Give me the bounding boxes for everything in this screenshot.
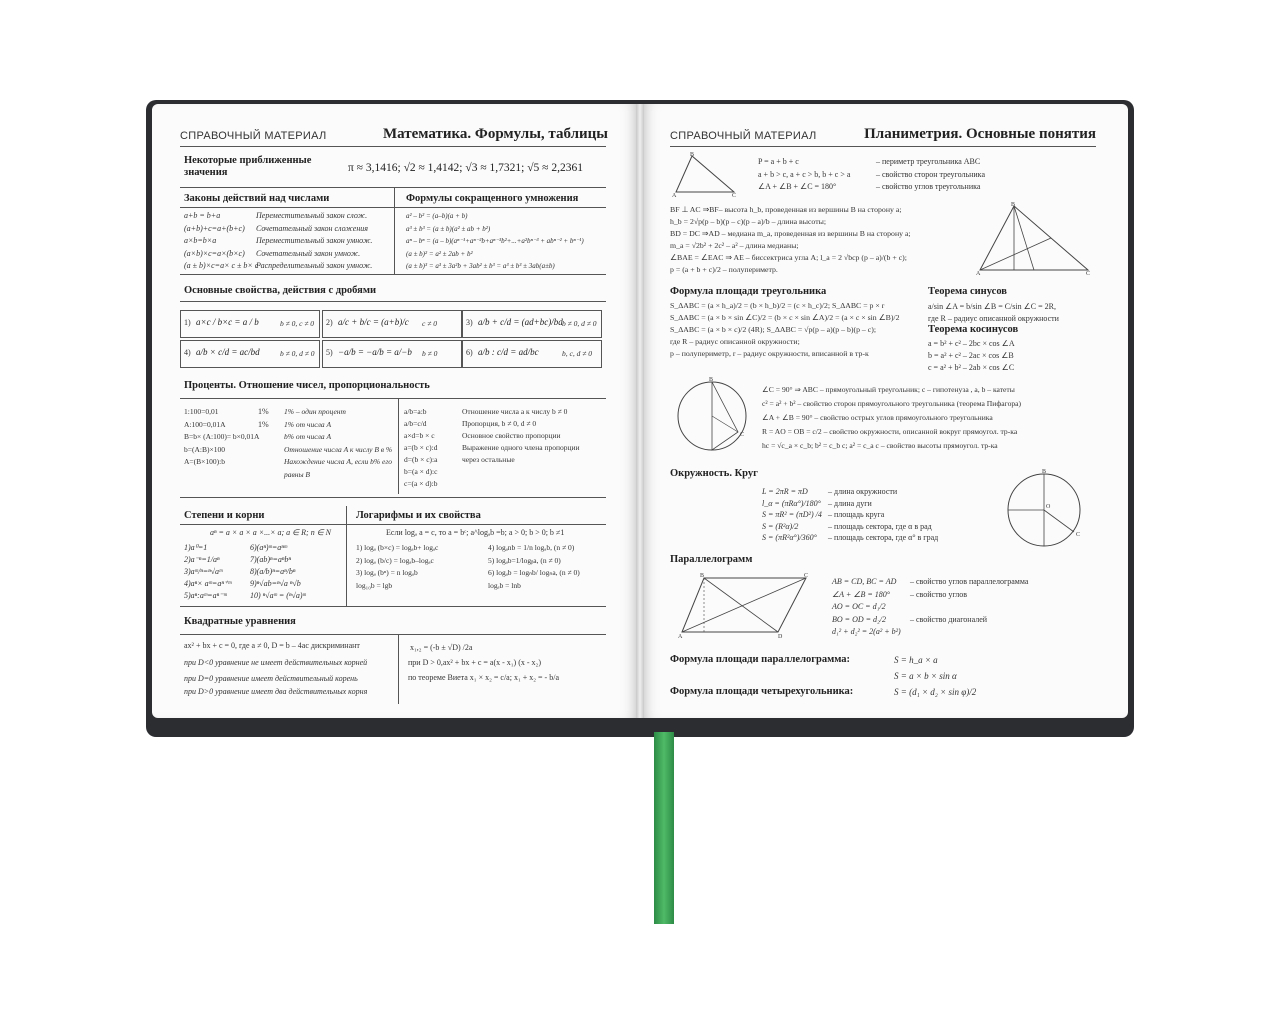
powers-definition: aⁿ = a × a × a ×...× a; a ∈ R; n ∈ N — [210, 528, 331, 537]
svg-text:C: C — [1076, 532, 1081, 538]
fractions-heading: Основные свойства, действия с дробями — [184, 285, 377, 296]
proportion-formula: a=(b × c):d — [404, 443, 438, 452]
short-mult-formula: (a ± b)² = a² ± 2ab + b² — [406, 249, 473, 258]
proportion-formula: a/b=c/d — [404, 419, 427, 428]
triangle-formula: ∠A + ∠B + ∠C = 180° — [758, 182, 837, 191]
quad-factor: при D > 0,ax² + bx + c = a(x - x₁) (x - x₂) — [408, 658, 541, 667]
law-formula: a+b = b+a — [184, 211, 221, 220]
area-formula: S_ΔABC = (a × h_a)/2 = (b × h_b)/2 = (c × h_c)/2; S_ΔABC = p × r — [670, 301, 885, 310]
area-heading: Формула площади треугольника — [670, 286, 827, 297]
short-mult-formula: a³ ± b³ = (a ± b)(a² ± ab + b²) — [406, 224, 491, 233]
svg-text:O: O — [1046, 504, 1051, 510]
quad-heading: Квадратные уравнения — [184, 616, 296, 627]
law-description: Сочетательный закон сложения — [256, 223, 369, 233]
parallelogram-formula: d₁² + d₂² = 2(a² + b²) — [832, 627, 901, 636]
logs-heading: Логарифмы и их свойства — [356, 510, 481, 521]
triangle-formula: a + b > c, a + c > b, b + c > a — [758, 169, 851, 179]
fraction-number: 3) — [466, 318, 473, 327]
fraction-number: 5) — [326, 348, 333, 357]
area-formula: S_ΔABC = (a × b × sin ∠C)/2 = (b × c × sin ∠A)/2 = (a × c × sin ∠B)/2 — [670, 313, 900, 322]
area-formula: p – полупериметр, r – радиус окружности, вписанной в тр-к — [670, 349, 869, 358]
para-area-label: Формула площади параллелограмма: — [670, 654, 851, 665]
log-rule: 3) logₐ (bⁿ) = n logₐb — [356, 568, 418, 577]
laws-heading: Законы действий над числами — [184, 193, 330, 204]
law-formula: a×b=b×a — [184, 236, 217, 245]
para-area-f1: S = h_a × a — [894, 655, 938, 665]
circle-formula: S = (πR²α°)/360° — [762, 533, 817, 542]
percent-formula: A:100=0,01A — [184, 419, 226, 429]
parallelogram-description: – свойство углов — [910, 589, 967, 599]
svg-text:C: C — [1086, 271, 1091, 276]
proportion-description: Выражение одного члена пропорции — [462, 443, 580, 452]
log-rule: 1) logₐ (b×c) = logₐb+ logₐc — [356, 543, 439, 552]
cosine-formula: a = b² + c² – 2bc × cos ∠A — [928, 339, 1015, 348]
parallelogram-formula: AB = CD, BC = AD — [832, 577, 897, 586]
cosine-formula: c = a² + b² – 2ab × cos ∠C — [928, 363, 1015, 372]
area-formula: S_ΔABC = (a × b × c)/2 (4R); S_ΔABC = √p(p – a)(p – b)(p – c); — [670, 325, 877, 334]
percent-description: 1% – один процент — [284, 407, 346, 416]
proportion-description: через остальные — [462, 455, 515, 464]
percent-description: 1% от числа A — [284, 419, 332, 429]
svg-text:A: A — [678, 634, 683, 638]
circle-formula: S = πR² = (πD²) /4 — [762, 510, 822, 519]
triangle-line: ∠BAE = ∠EAC ⇒ AE – биссектриса угла A; l_a = 2 √bcp (p – a)/(b + c); — [670, 253, 907, 262]
law-description: Переместительный закон слож. — [256, 211, 368, 220]
cosine-formula: b = a² + c² – 2ac × cos ∠B — [928, 351, 1014, 360]
triangle-median-figure — [976, 200, 1092, 276]
bookmark-ribbon[interactable] — [654, 732, 674, 924]
proportion-description: Отношение числа a к числу b ≠ 0 — [462, 407, 568, 416]
parallelogram-description: – свойство диагоналей — [910, 614, 988, 624]
svg-text:B: B — [709, 377, 714, 383]
parallelogram-formula: AO = OC = d₁/2 — [832, 602, 886, 611]
proportion-formula: b=(a × d):c — [404, 467, 438, 476]
percent-description: Нахождение числа A, если b% его — [284, 457, 393, 466]
approx-heading-2: значения — [184, 167, 228, 178]
fraction-condition: b ≠ 0 — [422, 349, 438, 358]
short-mult-formula: aⁿ – bⁿ = (a – b)(aⁿ⁻¹+aⁿ⁻²b+aⁿ⁻³b²+...+a²bⁿ⁻³ + abⁿ⁻² + bⁿ⁻¹) — [406, 237, 584, 245]
quad-vieta: по теореме Виета x₁ × x₂ = c/a; x₁ + x₂ = - b/a — [408, 673, 559, 682]
fraction-condition: b ≠ 0, c ≠ 0 — [280, 319, 315, 328]
percent-heading: Проценты. Отношение чисел, пропорциональность — [184, 380, 430, 391]
svg-text:C: C — [740, 432, 745, 438]
circle-formula: L = 2πR = πD — [762, 487, 808, 496]
log-rule: 2) logₐ (b/c) = logₐb–logₐc — [356, 555, 434, 565]
log-rule: 5) logₐb=1/logᵦa, (n ≠ 0) — [488, 555, 561, 565]
fraction-condition: b ≠ 0, d ≠ 0 — [280, 349, 315, 358]
law-description: Распределительный закон умнож. — [256, 261, 373, 270]
proportion-formula: d=(b × c):a — [404, 455, 438, 464]
para-area-f2: S = a × b × sin α — [894, 671, 957, 681]
parallelogram-formula: BO = OD = d₂/2 — [832, 614, 887, 624]
triangle-description: – свойство сторон треугольника — [876, 169, 985, 179]
approx-values: π ≈ 3,1416; √2 ≈ 1,4142; √3 ≈ 1,7321; √5 ≈ 2,2361 — [348, 162, 583, 174]
parallelogram-description: – свойство углов параллелограмма — [910, 577, 1029, 586]
power-rule: 9)ⁿ√ab=ⁿ√a ⁿ√b — [250, 579, 301, 588]
circle-description: – площадь круга — [828, 510, 885, 519]
approx-heading-1: Некоторые приближенные — [184, 155, 312, 166]
power-rule: 4)aⁿ× aᵐ=aⁿ⁺ᵐ — [184, 579, 232, 588]
proportion-formula: a/b=a:b — [404, 407, 427, 416]
percent-value: 1% — [258, 419, 269, 429]
circle-description: – длина дуги — [828, 498, 872, 508]
circle-heading: Окружность. Круг — [670, 468, 758, 479]
log-rule: log₁₀b = lgb — [356, 580, 393, 590]
fraction-number: 4) — [184, 348, 191, 357]
quad-line-2: при D<0 уравнение не имеет действительных корней — [184, 658, 368, 667]
parallelogram-figure — [678, 572, 814, 638]
law-formula: (a+b)+c=a+(b+c) — [184, 223, 245, 233]
quad-roots: x₁,₂ = (-b ± √D) /2a — [410, 643, 473, 652]
law-formula: (a ± b)×c=a× c ± b× c — [184, 261, 259, 270]
triangle-abc-figure — [672, 152, 738, 198]
power-rule: 3)aᵐ/ⁿ=ⁿ√aᵐ — [184, 567, 223, 576]
right-triangle-line: hc = √c_a × c_b; b² = c_b c; a² = c_a c – свойство высоты прямоугол. тр-ка — [762, 441, 998, 450]
logs-definition: Если logₐ a = c, то a = bᶜ; a^logₐb =b; a > 0; b > 0; b ≠1 — [386, 528, 565, 537]
right-page-title: Планиметрия. Основные понятия — [864, 126, 1096, 142]
circle-figure — [1002, 468, 1086, 548]
power-rule: 1)a⁰=1 — [184, 543, 208, 552]
fraction-condition: b ≠ 0, d ≠ 0 — [562, 319, 597, 328]
fraction-expression: a×c / b×c = a / b — [196, 317, 259, 327]
area-formula: где R – радиус описанной окружности; — [670, 337, 800, 346]
right-kicker: СПРАВОЧНЫЙ МАТЕРИАЛ — [670, 130, 817, 142]
triangle-line: h_b = 2√p(p – b)(p – c)(p – a)/b – длина высоты; — [670, 217, 827, 226]
svg-text:C: C — [804, 573, 809, 579]
percent-formula: b=(A:B)×100 — [184, 444, 225, 454]
triangle-line: m_a = √2b² + 2c² – a² – длина медианы; — [670, 241, 799, 250]
power-rule: 10) ⁿ√aᵐ = (ⁿ√a)ᵐ — [250, 591, 306, 600]
fraction-number: 1) — [184, 318, 191, 327]
percent-formula: 1:100=0,01 — [184, 407, 219, 416]
percent-formula: A=(B×100):b — [184, 457, 225, 466]
percent-description: Отношение числа A к числу B в % — [284, 444, 393, 454]
circle-formula: S = (R²α)/2 — [762, 521, 799, 531]
law-description: Сочетательный закон умнож. — [256, 248, 361, 258]
triangle-line: BF ⊥ AC ⇒BF– высота h_b, проведенная из вершины B на сторону a; — [670, 205, 902, 214]
quad-area-f: S = (d₁ × d₂ × sin φ)/2 — [894, 687, 977, 697]
book-gutter — [636, 104, 644, 718]
triangle-description: – периметр треугольника ABC — [876, 157, 981, 166]
fraction-expression: −a/b = −a/b = a/−b — [338, 347, 412, 357]
fraction-expression: a/b × c/d = ac/bd — [196, 347, 260, 357]
quad-line-1: ax² + bx + c = 0, где a ≠ 0, D = b – 4ac дискриминант — [184, 641, 360, 650]
fraction-expression: a/c + b/c = (a+b)/c — [338, 317, 409, 327]
power-rule: 5)aⁿ:aᵐ=aⁿ⁻ᵐ — [184, 591, 227, 600]
quad-line-4: при D>0 уравнение имеет два действительных корня — [184, 687, 368, 696]
svg-text:D: D — [778, 634, 783, 638]
circle-description: – длина окружности — [828, 487, 898, 496]
circle-formula: l_α = (πRα°)/180° — [762, 498, 821, 508]
fraction-condition: c ≠ 0 — [422, 319, 437, 328]
right-page — [640, 104, 1128, 718]
fraction-expression: a/b : c/d = ad/bc — [478, 347, 539, 357]
svg-text:B: B — [700, 573, 705, 579]
svg-text:A: A — [976, 271, 981, 276]
percent-description: b% от числа A — [284, 432, 332, 441]
powers-heading: Степени и корни — [184, 510, 265, 521]
svg-text:B: B — [1042, 469, 1047, 475]
proportion-description: Основное свойство пропорции — [462, 431, 561, 440]
quad-line-3: при D=0 уравнение имеет действительный корень — [184, 674, 358, 683]
triangle-formula: P = a + b + c — [758, 157, 799, 166]
left-kicker: СПРАВОЧНЫЙ МАТЕРИАЛ — [180, 130, 327, 142]
power-rule: 7)(ab)ⁿ=aⁿbⁿ — [250, 555, 291, 564]
fraction-expression: a/b + c/d = (ad+bc)/bd — [478, 317, 563, 327]
power-rule: 6)(aⁿ)ᵐ=aⁿᵐ — [250, 543, 288, 552]
fraction-number: 2) — [326, 318, 333, 327]
percent-description: равны B — [284, 469, 311, 479]
svg-text:B: B — [690, 152, 695, 158]
power-rule: 2)a⁻ⁿ=1/aⁿ — [184, 555, 220, 564]
log-rule: logₑb = lnb — [488, 580, 521, 590]
short-mult-formula: a² – b² = (a–b)(a + b) — [406, 212, 468, 220]
power-rule: 8)(a/b)ⁿ=aⁿ/bⁿ — [250, 567, 296, 576]
sines-line-2: где R – радиус описанной окружности — [928, 314, 1059, 323]
triangle-line: p = (a + b + c)/2 – полупериметр. — [670, 265, 778, 274]
right-triangle-line: ∠C = 90° ⇒ ABC – прямоугольный треугольник; c – гипотенуза , a, b – катеты — [762, 385, 1015, 394]
right-triangle-circle-figure — [676, 376, 750, 456]
fraction-condition: b, c, d ≠ 0 — [562, 349, 592, 358]
log-rule: 6) logₐb = logₙb/ logₙa, (n ≠ 0) — [488, 568, 580, 577]
right-triangle-line: ∠A + ∠B = 90° – свойство острых углов прямоугольного треугольника — [762, 413, 993, 422]
proportion-formula: c=(a × d):b — [404, 479, 438, 488]
quad-area-label: Формула площади четырехугольника: — [670, 686, 854, 697]
circle-description: – площадь сектора, где α° в град — [828, 533, 939, 542]
proportion-description: Пропорция, b ≠ 0, d ≠ 0 — [462, 419, 537, 428]
cosines-heading: Теорема косинусов — [928, 324, 1019, 335]
svg-text:C: C — [732, 193, 737, 198]
short-mult-formula: (a ± b)³ = a³ ± 3a²b + 3ab² ± b³ = a³ ± b³ ± 3ab(a±b) — [406, 262, 555, 270]
law-formula: (a×b)×c=a×(b×c) — [184, 248, 245, 258]
left-page-title: Математика. Формулы, таблицы — [382, 126, 608, 142]
right-triangle-line: R = AO = OB = c/2 – свойство окружности, описанной вокруг прямоугол. тр-ка — [762, 427, 1018, 436]
percent-formula: B=b× (A:100)= b×0,01A — [184, 432, 260, 441]
law-description: Переместительный закон умнож. — [256, 236, 373, 245]
sines-heading: Теорема синусов — [928, 286, 1007, 297]
circle-description: – площадь сектора, где α в рад — [828, 521, 932, 531]
parallelogram-heading: Параллелограмм — [670, 554, 753, 565]
fraction-number: 6) — [466, 348, 473, 357]
sines-line-1: a/sin ∠A = b/sin ∠B = C/sin ∠C = 2R, — [928, 302, 1056, 311]
short-mult-heading: Формулы сокращенного умножения — [406, 193, 579, 204]
svg-text:B: B — [1011, 202, 1016, 208]
triangle-line: BD = DC ⇒AD – медиана m_a, проведенная из вершины B на сторону a; — [670, 229, 911, 238]
percent-value: 1% — [258, 407, 269, 416]
log-rule: 4) logₐnb = 1/n logₐb, (n ≠ 0) — [488, 543, 575, 552]
svg-text:A: A — [672, 193, 677, 198]
parallelogram-formula: ∠A + ∠B = 180° — [832, 589, 890, 599]
triangle-description: – свойство углов треугольника — [876, 182, 981, 191]
proportion-formula: a×d=b × c — [404, 431, 435, 440]
right-triangle-line: c² = a² + b² – свойство сторон прямоугольного треугольника (теорема Пифагора) — [762, 399, 1022, 408]
left-page — [152, 104, 640, 718]
